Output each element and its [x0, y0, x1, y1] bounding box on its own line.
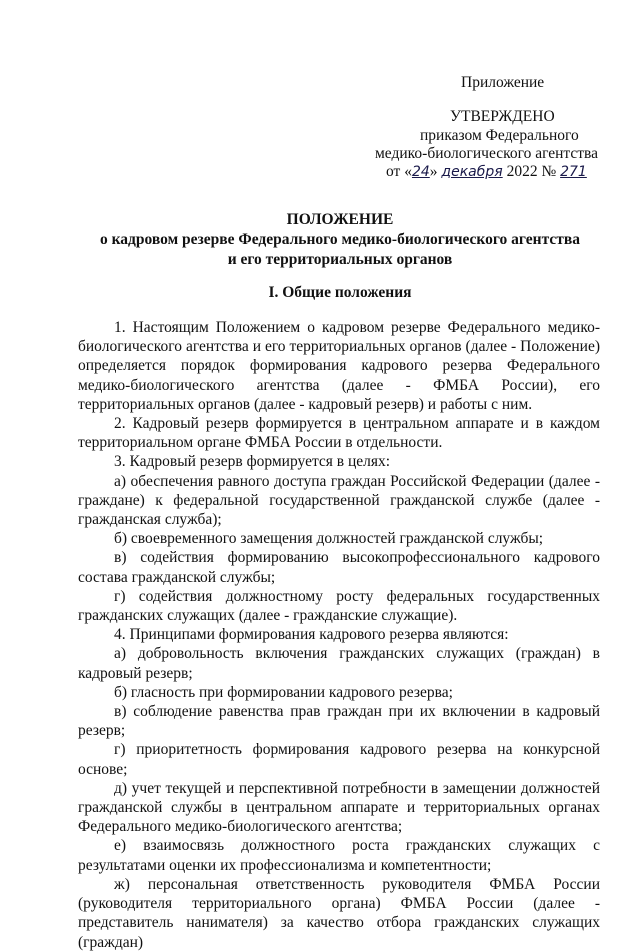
- order-number-handwritten: 271: [560, 164, 587, 180]
- document-body: [78, 318, 600, 952]
- section-heading: I. Общие положения: [268, 284, 412, 301]
- order-line-2: медико-биологического агентства: [375, 145, 599, 162]
- paragraph: а) обеспечения равного доступа граждан Российской Федерации (далее - граждане) к федеральной государственной гражданской службе (далее - гражданская служба);: [78, 472, 600, 529]
- paragraph: ж) персональная ответственность руководителя ФМБА России (руководителя территориального органа) ФМБА России (далее - представитель нанимателя) за качество отбора гражданских служащих (граждан): [78, 875, 600, 951]
- date-month-handwritten: декабря: [441, 164, 503, 180]
- title-line-3: и его территориальных органов: [227, 251, 453, 268]
- paragraph: б) гласность при формировании кадрового резерва;: [114, 683, 453, 701]
- date-quote-close: »: [429, 163, 438, 180]
- paragraph: д) учет текущей и перспективной потребности в замещении должностей гражданской службы в центральном аппарате и территориальных органах Федерального медико-биологического агентства;: [78, 779, 600, 836]
- date-year: 2022 №: [506, 163, 557, 180]
- approved-stamp-text: УТВЕРЖДЕНО: [450, 108, 555, 125]
- paragraph: б) своевременного замещения должностей гражданской службы;: [114, 530, 544, 548]
- paragraph: 2. Кадровый резерв формируется в центральном аппарате и в каждом территориальном органе ФМБА России в отдельности.: [78, 415, 600, 452]
- paragraph: 1. Настоящим Положением о кадровом резерве Федерального медико-биологического агентства и его территориальных органов (далее - Положение) определяется порядок формирования кадрового резерва Федерального медико-биологического агентства (далее - ФМБА России), его территориальных органов (далее - кадровый резерв) и работы с ним.: [78, 319, 600, 413]
- appendix-label: Приложение: [461, 74, 545, 91]
- paragraph: в) соблюдение равенства прав граждан при их включении в кадровый резерв;: [78, 703, 600, 740]
- document-title: [80, 210, 600, 270]
- paragraph: 4. Принципами формирования кадрового резерва являются:: [114, 626, 509, 644]
- paragraph: 3. Кадровый резерв формируется в целях:: [114, 453, 391, 471]
- title-line-2: о кадровом резерве Федерального медико-биологического агентства: [99, 231, 580, 248]
- order-line-1: приказом Федерального: [420, 127, 579, 144]
- paragraph: г) приоритетность формирования кадрового резерва на конкурсной основе;: [78, 741, 600, 778]
- title-line-1: ПОЛОЖЕНИЕ: [286, 211, 394, 228]
- paragraph: е) взаимосвязь должностного роста гражданских служащих с результатами оценки их профессионализма и компетентности;: [78, 837, 600, 874]
- date-prefix: от «: [386, 163, 412, 180]
- paragraph: а) добровольность включения гражданских служащих (граждан) в кадровый резерв;: [78, 645, 600, 682]
- order-date-line: [386, 161, 587, 183]
- date-day-handwritten: 24: [411, 164, 430, 180]
- paragraph: в) содействия формированию высокопрофессионального кадрового состава гражданской службы;: [78, 549, 600, 586]
- paragraph: г) содействия должностному росту федеральных государственных гражданских служащих (далее - гражданские служащие).: [78, 587, 600, 625]
